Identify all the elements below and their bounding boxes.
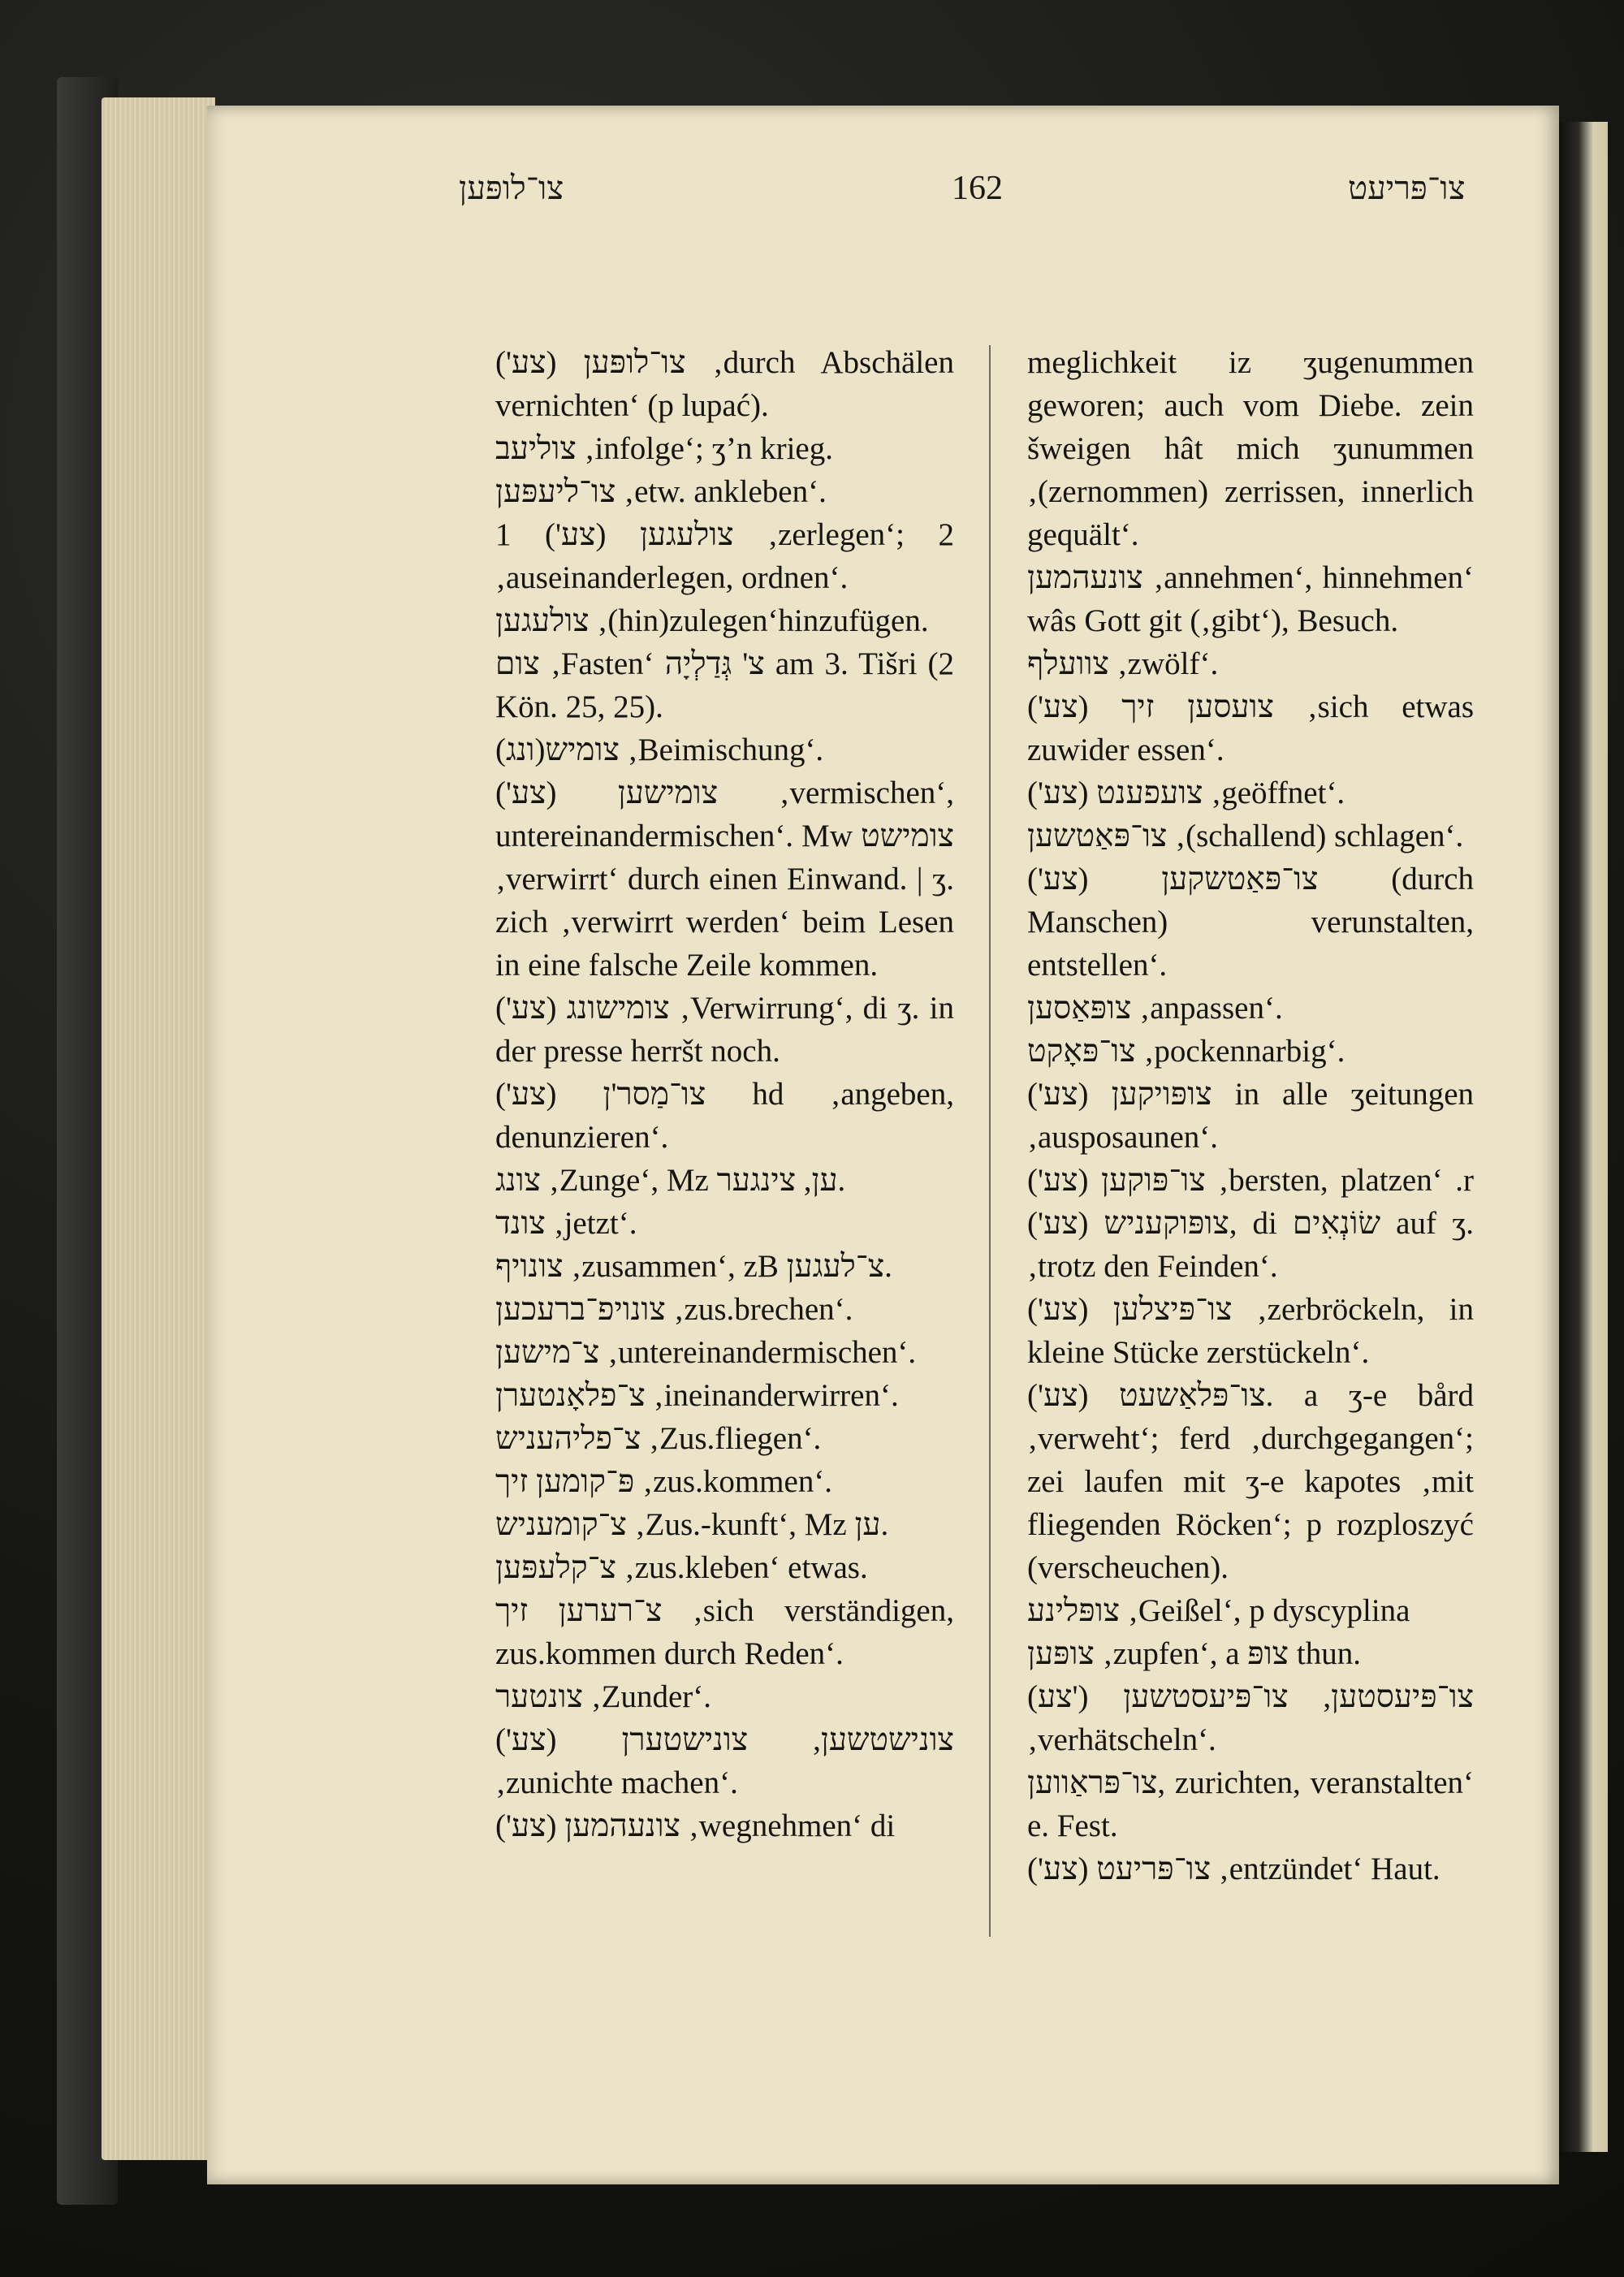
dictionary-entry: צונויף ‚zusammen‘, zB צ־לעגען. — [495, 1249, 892, 1284]
left-column — [495, 341, 954, 1847]
dictionary-entry: פּ־קומען זיך ‚zus.kommen‘. — [495, 1464, 833, 1499]
dictionary-entry: צו־פּאַטשקען (צע') (durch Manschen) verunstalten, entstellen‘. — [1027, 862, 1474, 983]
dictionary-entry: צועסען זיך (צע') ‚sich etwas zuwider essen‘. — [1027, 689, 1474, 767]
dictionary-entry: צו־פּראַווען, zurichten, veranstalten‘ e. Fest. — [1027, 1765, 1474, 1843]
dictionary-entry: צו־פּריעט (צע') ‚entzündet‘ Haut. — [1027, 1851, 1440, 1886]
dictionary-entry: צונעהמען (צע') ‚wegnehmen‘ di — [495, 1808, 896, 1843]
dictionary-entry: meglichkeit iz ʒugenummen geworen; auch vom Diebe. zein šweigen hât mich ʒunummen ‚(zernommen) zerrissen, innerlich gequält‘. — [1027, 345, 1474, 552]
dictionary-entry: צועפענט (צע') ‚geöffnet‘. — [1027, 776, 1345, 810]
dictionary-entry: צו־פּוקען (צע') ‚bersten, platzen‘ .r צופּוקעניש (צע'), di שׂוֹנְאִים auf ʒ. ‚trotz den Feinden‘. — [1027, 1163, 1474, 1284]
page-edges — [102, 97, 215, 2160]
dictionary-entry: צוועלף ‚zwölf‘. — [1027, 646, 1219, 681]
dictionary-entry: צונד ‚jetzt‘. — [495, 1206, 637, 1241]
dictionary-entry: צ־רערען זיך ‚sich verständigen, zus.kommen durch Reden‘. — [495, 1593, 954, 1671]
dictionary-entry: צוליעב ‚infolge‘; ʒ’n krieg. — [495, 431, 833, 466]
dictionary-entry: צו־פּלאַשעט (צע'). a ʒ-e bård ‚verweht‘; ferd ‚durchgegangen‘; zei laufen mit ʒ-e kapotes ‚mit fliegenden Röcken‘; p rozploszyć (verscheuchen). — [1027, 1378, 1474, 1585]
dictionary-entry: צומישען (צע') ‚vermischen‘, untereinandermischen‘. Mw צומישט ‚verwirrt‘ durch einen Einwand. | ʒ. zich ‚verwirrt werden‘ beim Lesen in eine falsche Zeile kommen. — [495, 776, 954, 983]
right-column — [1027, 341, 1474, 1890]
dictionary-entry: צופּאַסען ‚anpassen‘. — [1027, 991, 1283, 1026]
header-right-headword: צו־פּריעט — [1348, 170, 1466, 206]
dictionary-entry: צונויפ־ברעכען ‚zus.brechen‘. — [495, 1292, 853, 1327]
dictionary-entry: צו־ליעפּען ‚etw. ankleben‘. — [495, 474, 827, 509]
dictionary-entry: צופּלינע ‚Geißel‘, p dyscyplina — [1027, 1593, 1410, 1628]
dictionary-entry: (צע') צו־פּיעסטען, צו־פּיעסטשען ‚verhätscheln‘. — [1027, 1679, 1475, 1757]
header-left-headword: צו־לופּען — [459, 170, 564, 206]
dictionary-entry: צ־קומעניש ‚Zus.-kunft‘, Mz ען. — [495, 1507, 889, 1542]
dictionary-entry: צולעגען ‚(hin)zulegen‘hinzufügen. — [495, 603, 929, 638]
dictionary-entry: צופּויקען (צע') in alle ʒeitungen ‚ausposaunen‘. — [1027, 1077, 1475, 1155]
dictionary-entry: צומיש(ונג) ‚Beimischung‘. — [495, 732, 824, 767]
column-divider — [989, 345, 991, 1937]
dictionary-entry: צו־פּיצלען (צע') ‚zerbröckeln, in kleine Stücke zerstückeln‘. — [1027, 1292, 1474, 1370]
page-number: 162 — [952, 170, 1003, 207]
dictionary-entry: צונג ‚Zunge‘, Mz ען, צינגער. — [495, 1163, 846, 1198]
facing-page-edge — [1559, 122, 1608, 2152]
dictionary-entry: צו־לופּען (צע') ‚durch Abschälen vernichten‘ (p lupać). — [495, 345, 954, 423]
dictionary-entry: צומישונג (צע') ‚Verwirrung‘, di ʒ. in der presse herršt noch. — [495, 991, 954, 1069]
dictionary-entry: צו־פּאַטשען ‚(schallend) schlagen‘. — [1027, 819, 1464, 853]
dictionary-entry: צ־פליהעניש ‚Zus.fliegen‘. — [495, 1421, 822, 1456]
dictionary-entry: צ־קלעפּען ‚zus.kleben‘ etwas. — [495, 1550, 868, 1585]
dictionary-entry: צונעהמען ‚annehmen‘, hinnehmen‘ wâs Gott git (‚gibt‘), Besuch. — [1027, 560, 1474, 638]
dictionary-entry: צולעגען (צע') 1 ‚zerlegen‘; 2 ‚auseinanderlegen, ordnen‘. — [495, 517, 954, 595]
dictionary-entry: צ־פלאָנטערן ‚ineinanderwirren‘. — [495, 1378, 899, 1413]
dictionary-entry: צום ‚Fasten‘ צ' גְּדַלְיָה am 3. Tišri (2 Kön. 25, 25). — [495, 646, 954, 724]
dictionary-entry: צונישטשען, צונישטערן (צע') ‚zunichte machen‘. — [495, 1722, 954, 1800]
dictionary-entry: צופּען ‚zupfen‘, a צופּ thun. — [1027, 1636, 1361, 1671]
dictionary-entry: צו־פּאָקט ‚pockennarbig‘. — [1027, 1034, 1345, 1069]
dictionary-entry: צו־מַסר'ן (צע') hd ‚angeben, denunzieren‘. — [495, 1077, 954, 1155]
dictionary-entry: צ־מישען ‚untereinandermischen‘. — [495, 1335, 917, 1370]
dictionary-entry: צונטער ‚Zunder‘. — [495, 1679, 711, 1714]
running-header — [0, 169, 1624, 218]
